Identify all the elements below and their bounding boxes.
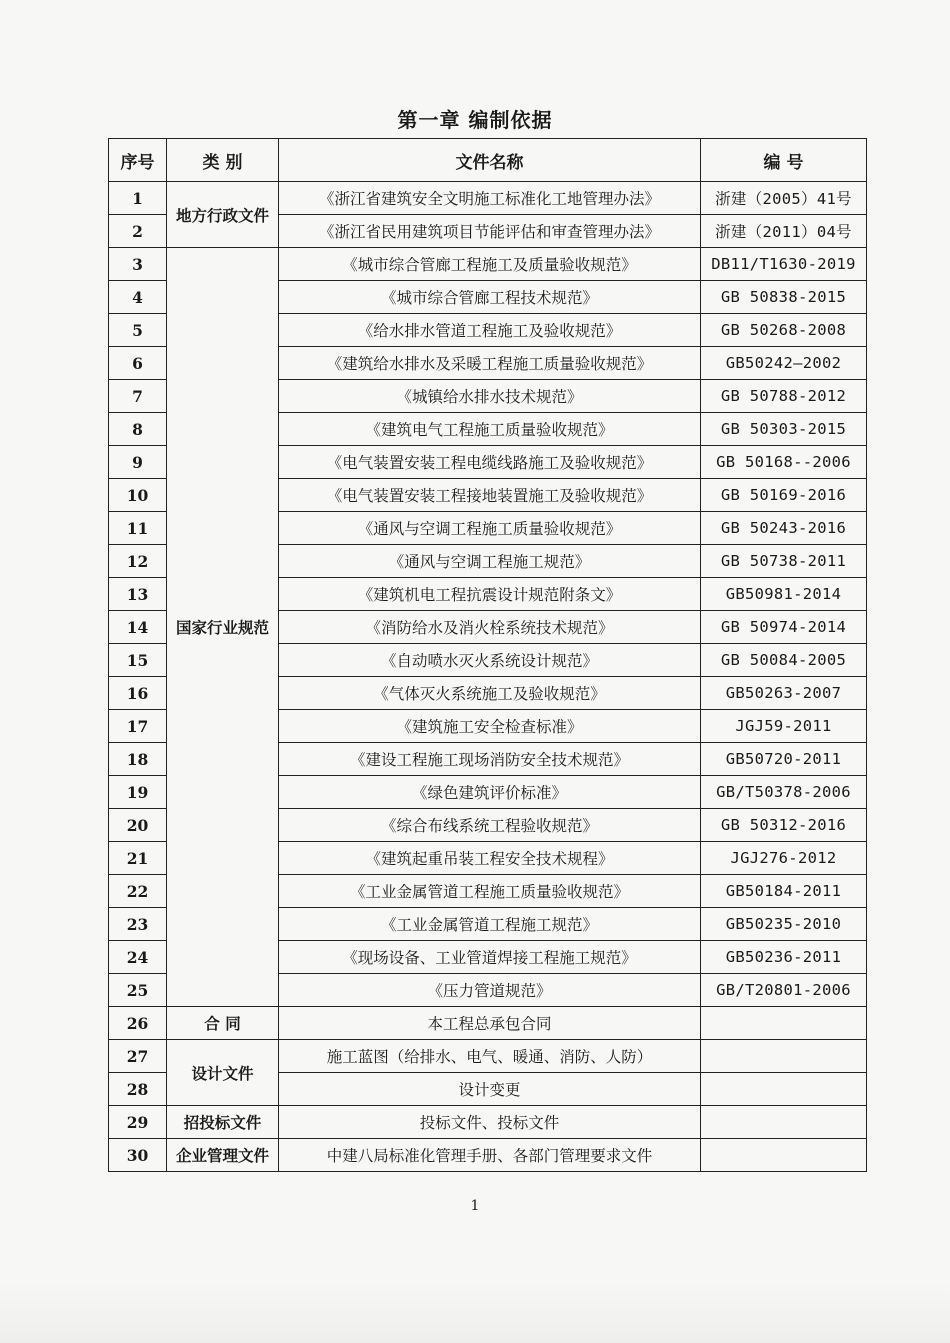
header-code: 编 号 (701, 139, 867, 182)
document-code: JGJ276-2012 (701, 842, 867, 875)
document-code: GB 50243-2016 (701, 512, 867, 545)
category-cell: 合 同 (167, 1007, 279, 1040)
document-code (701, 1007, 867, 1040)
basis-table (108, 138, 867, 1172)
document-name: 《城市综合管廊工程技术规范》 (279, 281, 701, 314)
row-number: 21 (109, 842, 167, 875)
row-number: 23 (109, 908, 167, 941)
document-code: GB 50084-2005 (701, 644, 867, 677)
document-name: 《现场设备、工业管道焊接工程施工规范》 (279, 941, 701, 974)
document-code: GB 50303-2015 (701, 413, 867, 446)
page-number: 1 (470, 1198, 480, 1214)
row-number: 10 (109, 479, 167, 512)
row-number: 13 (109, 578, 167, 611)
document-code: GB 50788-2012 (701, 380, 867, 413)
header-category: 类 别 (167, 139, 279, 182)
row-number: 29 (109, 1106, 167, 1139)
document-code: GB50236-2011 (701, 941, 867, 974)
row-number: 24 (109, 941, 167, 974)
row-number: 26 (109, 1007, 167, 1040)
document-code: GB50242—2002 (701, 347, 867, 380)
row-number: 2 (109, 215, 167, 248)
row-number: 3 (109, 248, 167, 281)
page-title: 第一章 编制依据 (397, 108, 553, 132)
document-code: GB 50738-2011 (701, 545, 867, 578)
document-code: GB/T20801-2006 (701, 974, 867, 1007)
document-code: GB/T50378-2006 (701, 776, 867, 809)
row-number: 1 (109, 182, 167, 215)
document-code: GB 50838-2015 (701, 281, 867, 314)
document-code (701, 1139, 867, 1172)
table-header-row (109, 139, 867, 182)
document-code: GB 50169-2016 (701, 479, 867, 512)
category-cell: 国家行业规范 (167, 248, 279, 1007)
document-code: GB50184-2011 (701, 875, 867, 908)
row-number: 28 (109, 1073, 167, 1106)
document-name: 《建筑电气工程施工质量验收规范》 (279, 413, 701, 446)
row-number: 4 (109, 281, 167, 314)
category-cell: 地方行政文件 (167, 182, 279, 248)
table-row (109, 182, 867, 215)
scan-shadow (0, 1283, 950, 1343)
document-name: 《建筑机电工程抗震设计规范附条文》 (279, 578, 701, 611)
document-name: 《通风与空调工程施工规范》 (279, 545, 701, 578)
document-code: JGJ59-2011 (701, 710, 867, 743)
document-name: 《综合布线系统工程验收规范》 (279, 809, 701, 842)
row-number: 7 (109, 380, 167, 413)
document-name: 《自动喷水灭火系统设计规范》 (279, 644, 701, 677)
document-name: 《电气装置安装工程接地装置施工及验收规范》 (279, 479, 701, 512)
document-name: 《城市综合管廊工程施工及质量验收规范》 (279, 248, 701, 281)
header-name: 文件名称 (279, 139, 701, 182)
document-name: 施工蓝图（给排水、电气、暖通、消防、人防） (279, 1040, 701, 1073)
document-code: GB50263-2007 (701, 677, 867, 710)
document-name: 《建筑施工安全检查标准》 (279, 710, 701, 743)
document-name: 《电气装置安装工程电缆线路施工及验收规范》 (279, 446, 701, 479)
document-name: 《建筑起重吊装工程安全技术规程》 (279, 842, 701, 875)
document-name: 中建八局标准化管理手册、各部门管理要求文件 (279, 1139, 701, 1172)
document-name: 《建设工程施工现场消防安全技术规范》 (279, 743, 701, 776)
row-number: 15 (109, 644, 167, 677)
document-code: 浙建（2005）41号 (701, 182, 867, 215)
row-number: 16 (109, 677, 167, 710)
document-code: GB 50268-2008 (701, 314, 867, 347)
document-name: 《绿色建筑评价标准》 (279, 776, 701, 809)
row-number: 9 (109, 446, 167, 479)
document-code: GB50981-2014 (701, 578, 867, 611)
document-code: GB 50168--2006 (701, 446, 867, 479)
document-name: 《浙江省民用建筑项目节能评估和审查管理办法》 (279, 215, 701, 248)
document-name: 设计变更 (279, 1073, 701, 1106)
row-number: 30 (109, 1139, 167, 1172)
row-number: 19 (109, 776, 167, 809)
document-code: DB11/T1630-2019 (701, 248, 867, 281)
document-code (701, 1106, 867, 1139)
document-code: GB 50312-2016 (701, 809, 867, 842)
document-name: 《消防给水及消火栓系统技术规范》 (279, 611, 701, 644)
row-number: 25 (109, 974, 167, 1007)
document-name: 投标文件、投标文件 (279, 1106, 701, 1139)
row-number: 18 (109, 743, 167, 776)
document-code: GB 50974-2014 (701, 611, 867, 644)
row-number: 8 (109, 413, 167, 446)
category-cell: 招投标文件 (167, 1106, 279, 1139)
row-number: 11 (109, 512, 167, 545)
row-number: 12 (109, 545, 167, 578)
document-name: 《给水排水管道工程施工及验收规范》 (279, 314, 701, 347)
document-name: 《建筑给水排水及采暖工程施工质量验收规范》 (279, 347, 701, 380)
row-number: 14 (109, 611, 167, 644)
document-name: 本工程总承包合同 (279, 1007, 701, 1040)
table-row (109, 1040, 867, 1073)
category-cell: 设计文件 (167, 1040, 279, 1106)
document-name: 《气体灭火系统施工及验收规范》 (279, 677, 701, 710)
document-code: GB50720-2011 (701, 743, 867, 776)
document-name: 《压力管道规范》 (279, 974, 701, 1007)
row-number: 17 (109, 710, 167, 743)
document-code: GB50235-2010 (701, 908, 867, 941)
row-number: 27 (109, 1040, 167, 1073)
document-name: 《城镇给水排水技术规范》 (279, 380, 701, 413)
row-number: 20 (109, 809, 167, 842)
document-name: 《通风与空调工程施工质量验收规范》 (279, 512, 701, 545)
row-number: 22 (109, 875, 167, 908)
table-row (109, 248, 867, 281)
document-name: 《浙江省建筑安全文明施工标准化工地管理办法》 (279, 182, 701, 215)
row-number: 5 (109, 314, 167, 347)
row-number: 6 (109, 347, 167, 380)
document-name: 《工业金属管道工程施工质量验收规范》 (279, 875, 701, 908)
category-cell: 企业管理文件 (167, 1139, 279, 1172)
table-row (109, 1007, 867, 1040)
header-seq: 序号 (109, 139, 167, 182)
document-name: 《工业金属管道工程施工规范》 (279, 908, 701, 941)
document-code: 浙建（2011）04号 (701, 215, 867, 248)
table-row (109, 1106, 867, 1139)
document-code (701, 1073, 867, 1106)
table-row (109, 1139, 867, 1172)
document-code (701, 1040, 867, 1073)
